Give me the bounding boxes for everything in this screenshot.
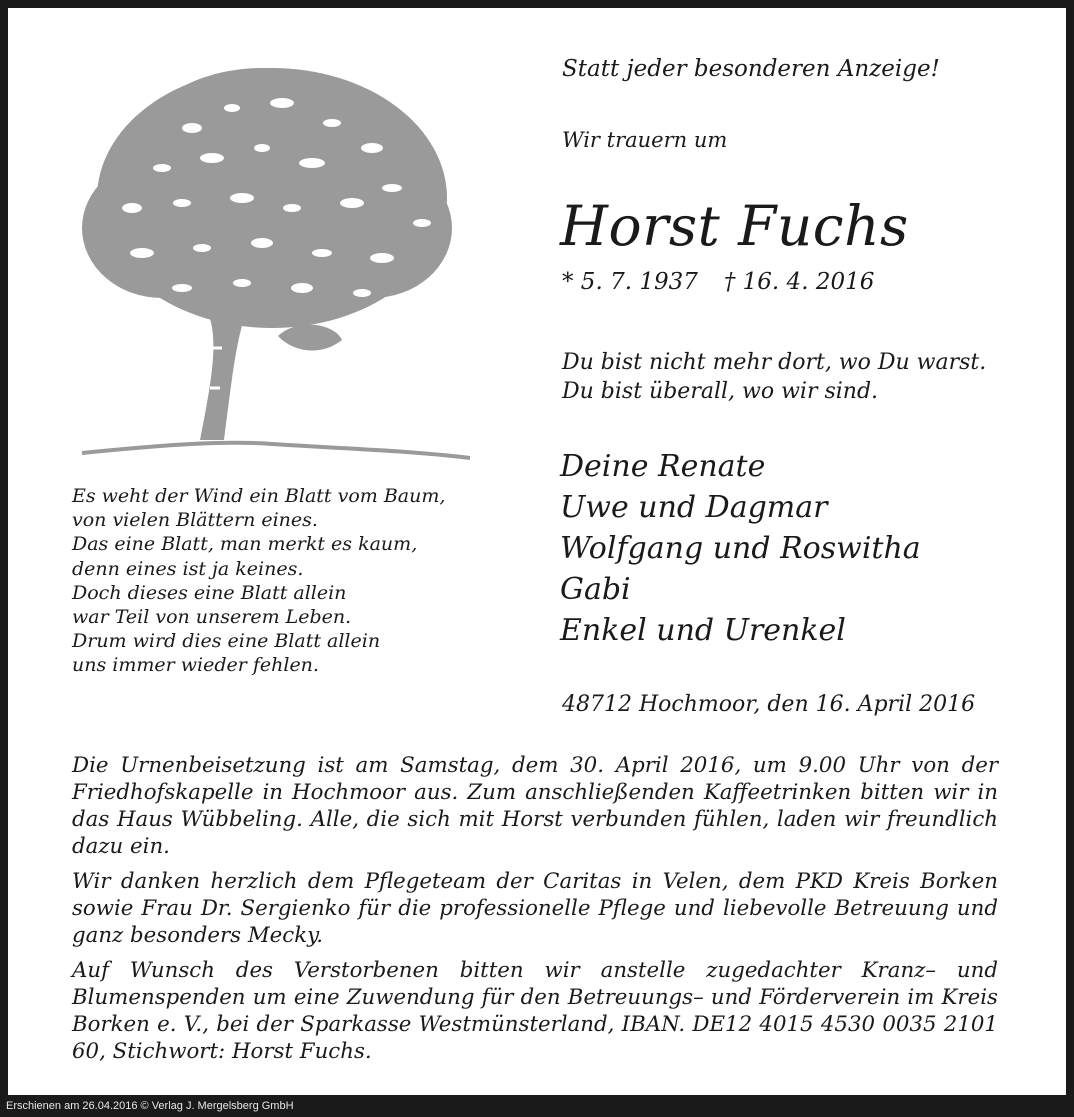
poem-line: denn eines ist ja keines. (72, 557, 304, 580)
obituary-notice (8, 8, 1066, 1095)
poem-line: war Teil von unserem Leben. (72, 606, 352, 629)
deceased-name: Horst Fuchs (560, 194, 909, 258)
poem-line: Doch dieses eine Blatt allein (72, 581, 347, 604)
quote-line: Du bist nicht mehr dort, wo Du warst. (562, 350, 987, 375)
poem-line: uns immer wieder fehlen. (72, 654, 319, 677)
mourner: Uwe und Dagmar (560, 490, 828, 525)
mourning-text: Wir trauern um (562, 128, 728, 152)
poem-line: Es weht der Wind ein Blatt vom Baum, (72, 485, 446, 507)
life-dates (562, 269, 874, 295)
mourner: Gabi (560, 572, 631, 607)
quote-line: Du bist überall, wo wir sind. (562, 379, 879, 404)
death-date: † 16. 4. 2016 (723, 269, 875, 295)
poem-line: Drum wird dies eine Blatt allein (72, 630, 381, 653)
place-date: 48712 Hochmoor, den 16. April 2016 (562, 692, 976, 717)
mourner: Wolfgang und Roswitha (560, 531, 921, 566)
quote (562, 348, 986, 406)
intro-text: Statt jeder besonderen Anzeige! (562, 56, 940, 82)
birth-date: * 5. 7. 1937 (562, 269, 698, 295)
mourners-list (560, 446, 921, 651)
paragraph-funeral: Die Urnenbeisetzung ist am Samstag, dem 30. April 2016, um 9.00 Uhr von der Friedhofskapelle in Hochmoor aus. Zum anschließenden Kaffeetrinken bitten wir in das Haus Wübbeling. Alle, die sich mit Horst verbunden fühlen, laden wir freundlich dazu ein. (72, 753, 998, 859)
paragraph-thanks: Wir danken herzlich dem Pflegeteam der Caritas in Velen, dem PKD Kreis Borken sowie Frau Dr. Sergienko für die professionelle Pflege und liebevolle Betreuung und ganz besonders Mecky. (72, 869, 998, 948)
poem-line: von vielen Blättern eines. (72, 509, 318, 532)
notice-body (72, 752, 998, 1073)
poem (72, 484, 492, 678)
tree-illustration (72, 48, 472, 468)
publication-footer: Erschienen am 26.04.2016 © Verlag J. Mergelsberg GmbH (6, 1100, 294, 1112)
paragraph-donation: Auf Wunsch des Verstorbenen bitten wir anstelle zugedachter Kranz– und Blumenspenden um eine Zuwendung für den Betreuungs– und Förderverein im Kreis Borken e. V., bei der Sparkasse Westmünsterland, IBAN. DE12 4015 4530 0035 2101 60, Stichwort: Horst Fuchs. (72, 958, 998, 1064)
mourner: Deine Renate (560, 449, 766, 484)
mourner: Enkel und Urenkel (560, 613, 846, 648)
poem-line: Das eine Blatt, man merkt es kaum, (72, 533, 418, 556)
